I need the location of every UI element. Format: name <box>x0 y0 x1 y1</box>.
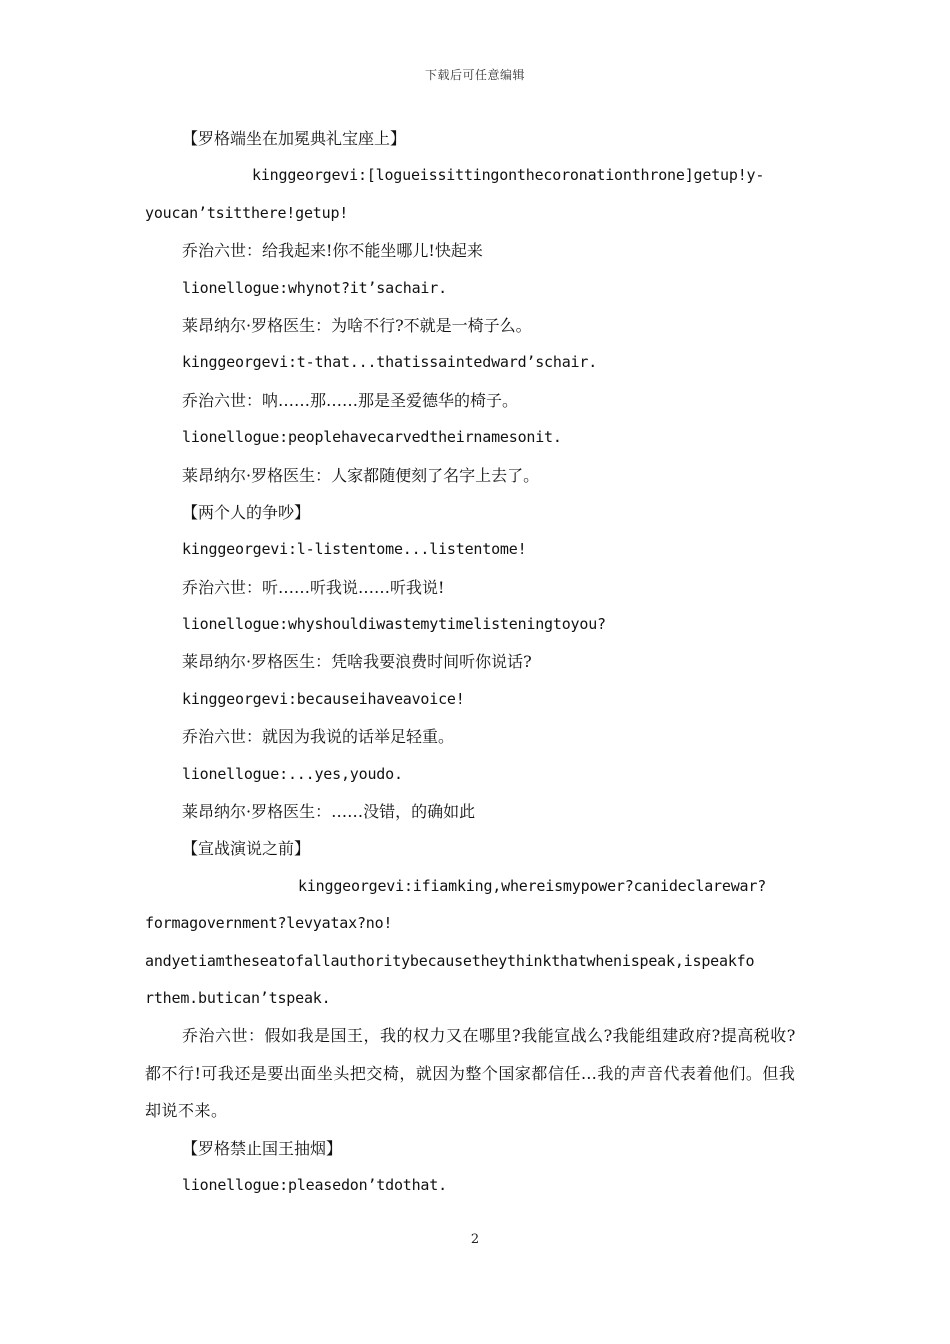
chinese-line: 莱昂纳尔·罗格医生：……没错，的确如此 <box>182 802 476 822</box>
english-line: kinggeorgevi:[logueissittingonthecoronationthrone]getup!y- <box>252 166 765 185</box>
chinese-line: 乔治六世：给我起来!你不能坐哪儿!快起来 <box>182 241 483 261</box>
english-line: rthem.butican’tspeak. <box>145 988 331 1007</box>
page-header: 下载后可任意编辑 <box>424 68 525 82</box>
scene-heading: 【罗格端坐在加冕典礼宝座上】 <box>182 129 407 148</box>
english-line: formagovernment?levyatax?no! <box>145 914 393 933</box>
page-number: 2 <box>470 1232 480 1247</box>
english-line: kinggeorgevi:t-that...thatissaintedward’schair. <box>182 353 598 372</box>
chinese-line: 莱昂纳尔·罗格医生：人家都随便刻了名字上去了。 <box>182 465 540 485</box>
chinese-line: 乔治六世：呐……那……那是圣爱德华的椅子。 <box>182 390 519 410</box>
english-line: lionellogue:whyshouldiwastemytimelisteningtoyou? <box>182 615 606 634</box>
chinese-line: 乔治六世：就因为我说的话举足轻重。 <box>182 727 455 747</box>
english-line: lionellogue:whynot?it’sachair. <box>182 278 447 297</box>
english-line: lionellogue:pleasedon’tdothat. <box>182 1175 447 1194</box>
scene-heading: 【罗格禁止国王抽烟】 <box>182 1138 343 1158</box>
scene-heading: 【宣战演说之前】 <box>182 839 311 859</box>
chinese-line: 莱昂纳尔·罗格医生：为啥不行?不就是一椅子么。 <box>182 315 532 335</box>
english-line: kinggeorgevi:ifiamking,whereismypower?canideclarewar? <box>298 876 767 895</box>
english-line: lionellogue:peoplehavecarvedtheirnamesonit. <box>182 428 562 447</box>
chinese-paragraph: 乔治六世：假如我是国王，我的权力又在哪里?我能宣战么?我能组建政府?提高税收?都不行!可我还是要出面坐头把交椅，就因为整个国家都信任…我的声音代表着他们。但我却说不来。 <box>145 1026 796 1121</box>
scene-heading: 【两个人的争吵】 <box>182 502 311 522</box>
chinese-line: 乔治六世：听……听我说……听我说! <box>182 577 445 597</box>
document-body <box>145 120 810 1204</box>
chinese-line: 莱昂纳尔·罗格医生：凭啥我要浪费时间听你说话? <box>182 652 532 672</box>
english-line: kinggeorgevi:becauseihaveavoice! <box>182 689 465 708</box>
english-line: kinggeorgevi:l-listentome...listentome! <box>182 540 527 559</box>
english-line: lionellogue:...yes,youdo. <box>182 764 403 783</box>
english-line: andyetiamtheseatofallauthoritybecausetheythinkthatwhenispeak,ispeakfo <box>145 951 755 970</box>
english-line: youcan’tsitthere!getup! <box>145 203 349 222</box>
